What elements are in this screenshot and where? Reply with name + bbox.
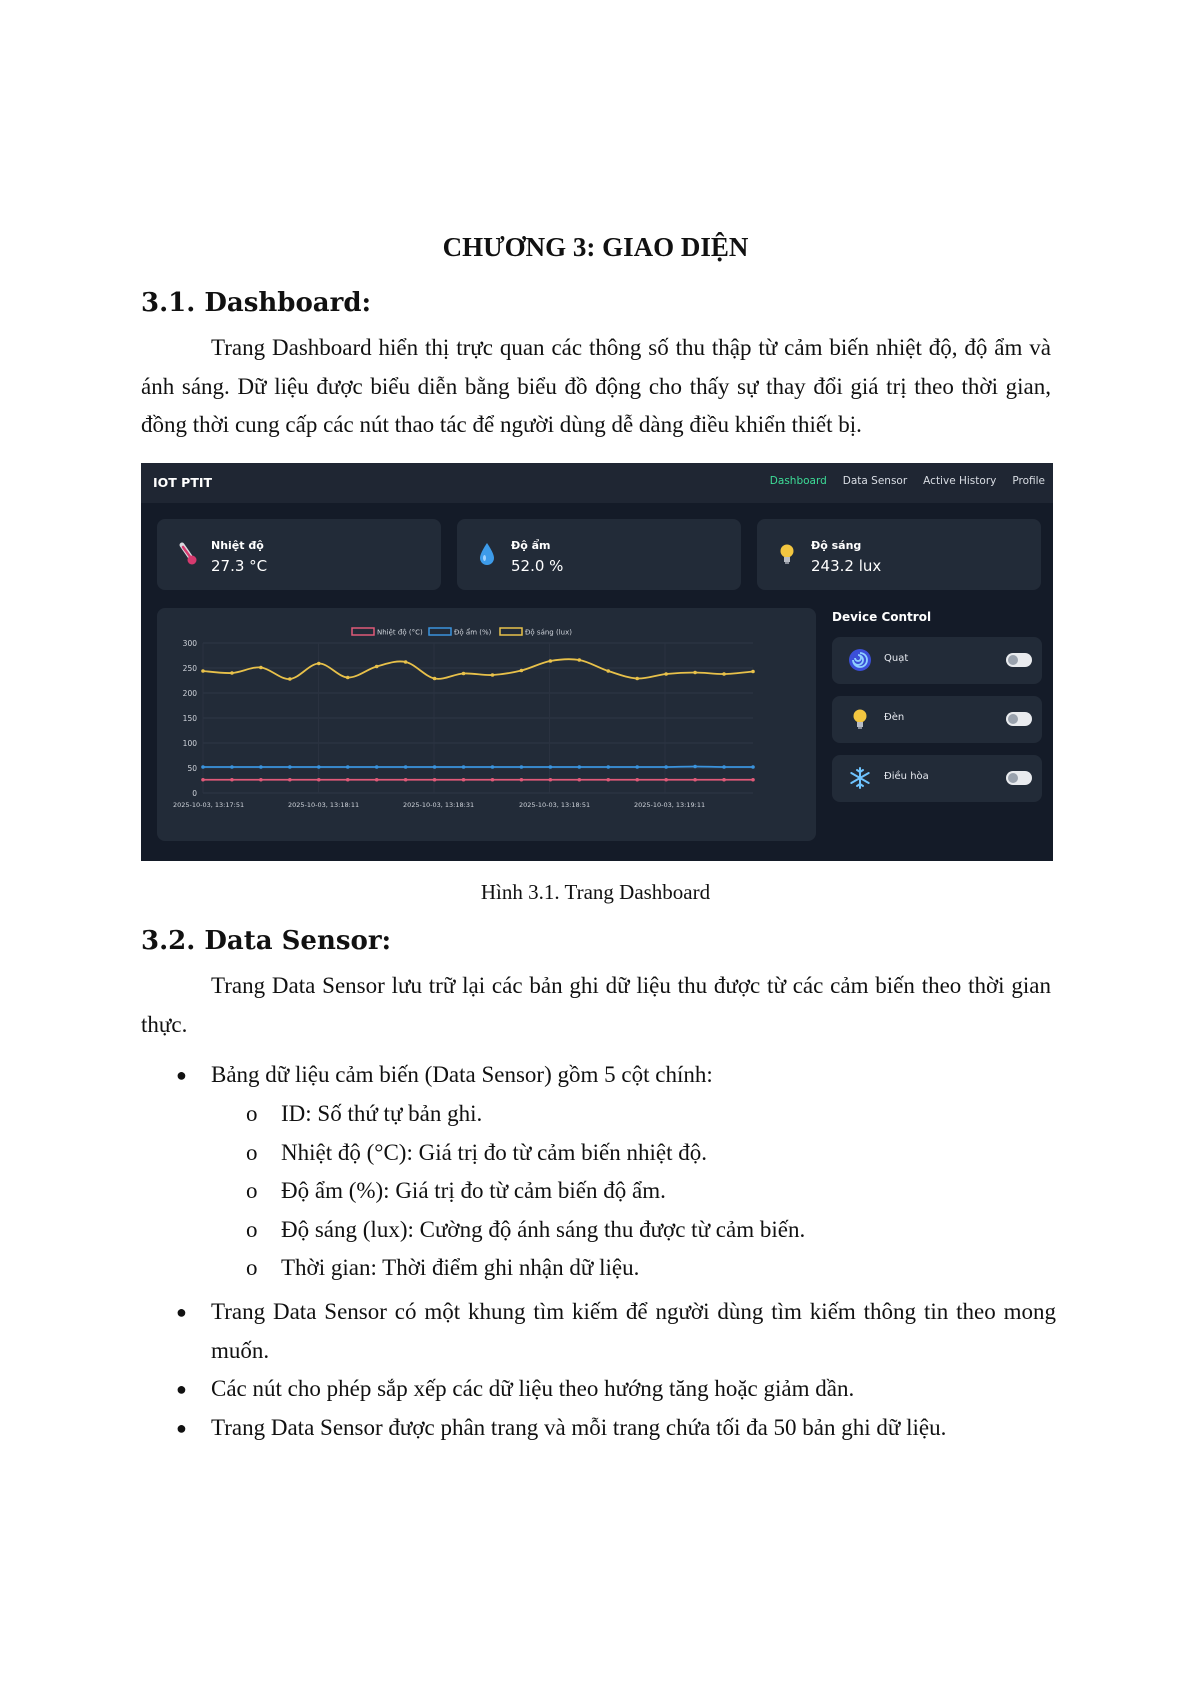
list-item: ● Bảng dữ liệu cảm biến (Data Sensor) gồm 5 cột chính: [211,1056,1056,1095]
legend-label: Độ sáng (lux) [525,628,572,637]
data-point [606,765,610,769]
data-point [578,765,582,769]
nav-item-dashboard[interactable]: Dashboard [769,475,827,487]
sensor-chart-panel [157,608,816,841]
y-tick-label: 300 [182,639,197,648]
section-heading-dashboard: 3.1. Dashboard: [141,288,372,318]
light-label: Độ sáng [811,539,862,552]
bullet-circle: o [246,1216,258,1242]
data-point [722,778,726,782]
data-point [230,778,234,782]
light-bulb-icon [848,707,872,731]
nav-item-active-history[interactable]: Active History [923,475,997,487]
list-item: o Nhiệt độ (°C): Giá trị đo từ cảm biến nhiệt độ. [281,1134,1056,1173]
data-point [520,669,524,673]
y-tick-label: 100 [182,739,197,748]
y-tick-label: 150 [182,714,197,723]
fan-icon [848,648,872,672]
column-sublist [246,1095,1056,1288]
list-item: o Thời gian: Thời điểm ghi nhận dữ liệu. [281,1249,1056,1288]
data-point [491,778,495,782]
brand-logo[interactable]: IOT PTIT [153,475,213,490]
thermometer-icon [175,541,199,567]
data-point [433,677,437,681]
data-point [462,778,466,782]
data-point [288,778,292,782]
data-point [462,672,466,676]
x-tick-label: 2025-10-03, 13:18:51 [519,801,591,809]
data-point [375,765,379,769]
data-point [317,662,321,666]
data-point [578,778,582,782]
data-point [722,765,726,769]
data-point [664,765,668,769]
bullet-circle: o [246,1139,258,1165]
list-item: o Độ ẩm (%): Giá trị đo từ cảm biến độ ẩm. [281,1172,1056,1211]
data-point [433,765,437,769]
data-point [549,765,553,769]
temperature-card [157,519,441,590]
data-point [404,660,408,664]
list-item: ● Các nút cho phép sắp xếp các dữ liệu theo hướng tăng hoặc giảm dần. [211,1370,1056,1409]
x-tick-label: 2025-10-03, 13:19:11 [634,801,706,809]
list-item: o ID: Số thứ tự bản ghi. [281,1095,1056,1134]
list-item: ● Trang Data Sensor được phân trang và mỗi trang chứa tối đa 50 bản ghi dữ liệu. [211,1409,1056,1448]
data-sensor-bullets-2 [176,1293,1056,1447]
section-paragraph-data-sensor: Trang Data Sensor lưu trữ lại các bản ghi dữ liệu thu được từ các cảm biến theo thời gian thực. [141,973,1051,1037]
data-sensor-bullets [176,1056,1056,1095]
legend-label: Độ ẩm (%) [454,628,492,637]
bullet-circle: o [246,1255,258,1280]
chapter-title: CHƯƠNG 3: GIAO DIỆN [442,232,749,262]
temperature-label: Nhiệt độ [211,539,264,552]
data-point [520,778,524,782]
data-point [288,765,292,769]
light-bulb-icon [775,541,799,567]
data-point [230,671,234,675]
y-tick-label: 250 [182,664,197,673]
light-card [757,519,1041,590]
data-point [606,778,610,782]
legend-label: Nhiệt độ (°C) [377,628,423,637]
data-point [317,778,321,782]
data-point [751,765,755,769]
data-point [404,765,408,769]
nav-menu [770,475,1045,487]
data-point [664,672,668,676]
temperature-value: 27.3 °C [211,557,268,575]
legend-swatch [500,628,522,635]
data-point [201,669,205,673]
humidity-label: Độ ẩm [511,539,551,552]
water-drop-icon [475,541,499,567]
data-point [606,669,610,673]
data-point [375,665,379,669]
data-point [751,778,755,782]
data-point [462,765,466,769]
device-air-conditioner [832,755,1042,802]
bullet-circle: o [246,1178,258,1203]
y-tick-label: 50 [187,764,197,773]
humidity-value: 52.0 % [511,557,564,575]
data-point [635,765,639,769]
legend-swatch [429,628,451,635]
list-item: o Độ sáng (lux): Cường độ ánh sáng thu được từ cảm biến. [281,1211,1056,1250]
data-point [346,765,350,769]
data-point [664,778,668,782]
data-point [549,778,553,782]
data-point [693,765,697,769]
bullet-dot: ● [176,1379,187,1399]
bullet-dot: ● [176,1417,187,1438]
data-point [346,778,350,782]
data-point [259,765,263,769]
section-heading-data-sensor: 3.2. Data Sensor: [141,926,392,956]
device-fan [832,637,1042,684]
data-point [578,658,582,662]
device-light [832,696,1042,743]
y-tick-label: 200 [182,689,197,698]
fan-toggle[interactable] [1006,653,1032,667]
data-point [317,765,321,769]
light-value: 243.2 lux [811,557,882,575]
data-point [693,778,697,782]
data-point [259,778,263,782]
data-point [693,671,697,675]
data-point [259,666,263,670]
data-point [375,778,379,782]
figure-caption: Hình 3.1. Trang Dashboard [480,880,711,904]
section-paragraph-dashboard: Trang Dashboard hiển thị trực quan các thông số thu thập từ cảm biến nhiệt độ, độ ẩm và ánh sáng. Dữ liệu được biểu diễn bằng biểu đồ động cho thấy sự thay đổi giá trị theo thời gian, đồng thời cung cấp các nút thao tác để người dùng dễ dàng điều khiển thiết bị. [141,335,1051,437]
data-point [722,672,726,676]
light-toggle[interactable] [1006,712,1032,726]
x-tick-label: 2025-10-03, 13:18:11 [288,801,360,809]
device-light-label: Đèn [884,712,905,723]
sensor-line-chart [157,608,816,841]
y-tick-label: 0 [192,789,197,798]
list-item: ● Trang Data Sensor có một khung tìm kiếm để người dùng tìm kiếm thông tin theo mong muốn. [211,1293,1056,1370]
data-point [491,673,495,677]
data-point [549,659,553,663]
data-point [491,765,495,769]
data-point [288,677,292,681]
bullet-dot: ● [176,1065,187,1085]
data-point [635,778,639,782]
air-conditioner-toggle[interactable] [1006,771,1032,785]
series-line [203,767,753,768]
nav-item-profile[interactable]: Profile [1012,475,1045,487]
series-line [203,659,753,679]
device-fan-label: Quạt [884,653,909,664]
nav-item-data-sensor[interactable]: Data Sensor [842,475,908,487]
x-tick-label: 2025-10-03, 13:17:51 [173,801,245,809]
data-point [201,765,205,769]
bullet-circle: o [246,1101,258,1126]
data-point [346,676,350,680]
snowflake-icon [848,766,872,790]
data-point [201,778,205,782]
device-ac-label: Điều hòa [884,771,929,782]
data-point [433,778,437,782]
legend-swatch [352,628,374,635]
device-control-title: Device Control [832,610,932,624]
data-point [230,765,234,769]
data-point [635,677,639,681]
dashboard-screenshot [141,463,1053,861]
data-point [404,778,408,782]
humidity-card [457,519,741,590]
top-navbar [141,463,1053,503]
data-point [751,670,755,674]
data-point [520,765,524,769]
bullet-dot: ● [176,1302,187,1322]
x-tick-label: 2025-10-03, 13:18:31 [403,801,475,809]
